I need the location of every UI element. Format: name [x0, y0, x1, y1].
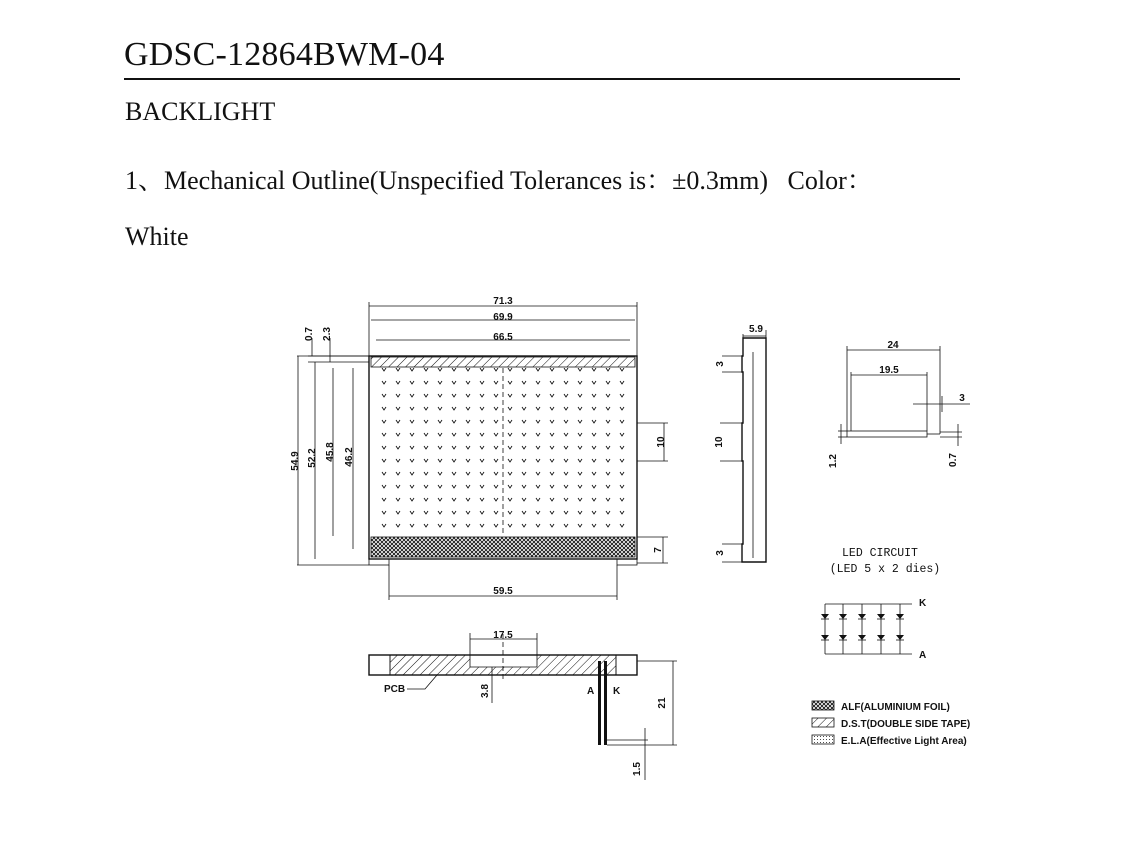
dim-height-outer: 54.9	[290, 451, 301, 471]
dim-led-offset: 3	[959, 393, 965, 404]
legend	[812, 701, 970, 747]
circuit-a-label: A	[919, 650, 927, 661]
anode-label: A	[587, 686, 595, 697]
dim-window-width: 17.5	[493, 630, 513, 641]
legend-label-dst: D.S.T(DOUBLE SIDE TAPE)	[841, 719, 971, 730]
led-circuit-title: LED CIRCUIT	[842, 547, 918, 560]
section-heading: BACKLIGHT	[125, 97, 276, 126]
double-side-tape-strip	[371, 357, 635, 367]
side-view	[714, 324, 766, 562]
dim-top-gap-2: 2.3	[322, 327, 333, 341]
legend-swatch-ela	[812, 735, 834, 744]
dim-pcb-height: 3.8	[480, 684, 491, 698]
cathode-label: K	[613, 686, 621, 697]
dim-bottom-band: 7	[653, 547, 664, 553]
dim-led-length-1: 24	[887, 340, 899, 351]
dim-height-2: 52.2	[307, 448, 318, 468]
dim-width-bottom: 59.5	[493, 586, 513, 597]
led-detail-view	[828, 340, 970, 468]
dim-top-gap-1: 0.7	[304, 327, 315, 341]
dim-width-inner: 66.5	[493, 332, 513, 343]
spec-line: 1、Mechanical Outline(Unspecified Tolerances is：±0.3mm) Color：	[125, 166, 873, 195]
legend-label-alf: ALF(ALUMINIUM FOIL)	[841, 702, 950, 713]
spec-color-value: White	[125, 222, 189, 251]
led-circuit	[821, 547, 940, 661]
legend-label-ela: E.L.A(Effective Light Area)	[841, 736, 967, 747]
dim-height-4: 46.2	[344, 447, 355, 467]
legend-swatch-alf	[812, 701, 834, 710]
dim-thickness: 5.9	[749, 324, 763, 335]
dim-top-tab: 3	[715, 361, 726, 367]
dim-width-mid: 69.9	[493, 312, 513, 323]
bottom-view	[369, 630, 677, 780]
dim-pin-tip: 1.5	[632, 762, 643, 776]
dim-mid-tab: 10	[714, 436, 725, 448]
pcb-label: PCB	[384, 684, 406, 695]
dim-led-length-2: 19.5	[879, 365, 899, 376]
dim-width-outer: 71.3	[493, 296, 513, 307]
dim-led-thickness-right: 0.7	[948, 453, 959, 467]
aluminium-foil-band	[371, 537, 635, 557]
dim-led-thickness-left: 1.2	[828, 454, 839, 468]
dim-pin-length: 21	[657, 697, 668, 709]
dim-bottom-tab: 3	[715, 550, 726, 556]
circuit-k-label: K	[919, 598, 927, 609]
front-view	[290, 296, 668, 600]
part-number-title: GDSC-12864BWM-04	[124, 36, 445, 73]
dim-height-3: 45.8	[325, 442, 336, 462]
dim-side-tab: 10	[656, 436, 667, 448]
led-circuit-subtitle: (LED 5 x 2 dies)	[829, 563, 941, 576]
legend-swatch-dst	[812, 718, 834, 727]
